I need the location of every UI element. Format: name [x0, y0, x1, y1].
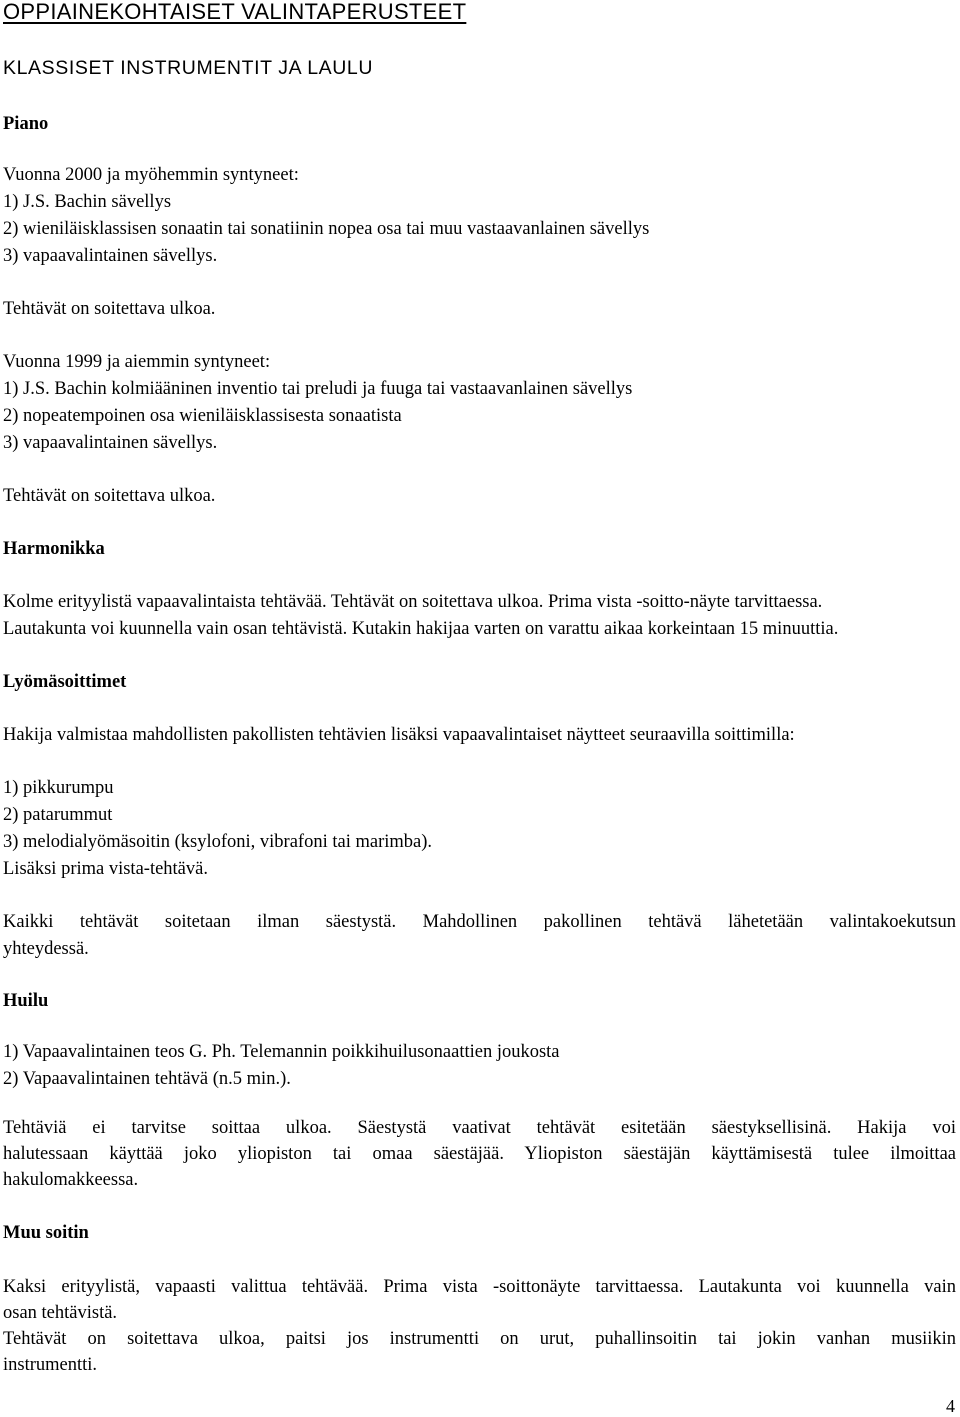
piano-group2-item: 1) J.S. Bachin kolmiääninen inventio tai preludi ja fuuga tai vastaavanlainen sävellys [3, 379, 633, 399]
piano-group2-item: 3) vapaavalintainen sävellys. [3, 433, 218, 453]
section-heading-huilu: Huilu [3, 991, 49, 1011]
lyomasoittimet-note-line: Kaikki tehtävät soitetaan ilman säestystä. Mahdollinen pakollinen tehtävä lähetetään valintakoekutsun [3, 912, 956, 932]
piano-group1-note: Tehtävät on soitettava ulkoa. [3, 299, 216, 319]
piano-group2-note: Tehtävät on soitettava ulkoa. [3, 486, 216, 506]
piano-group1-item: 3) vapaavalintainen sävellys. [3, 246, 218, 266]
piano-group2-intro: Vuonna 1999 ja aiemmin syntyneet: [3, 352, 271, 372]
section-heading-harmonikka: Harmonikka [3, 539, 105, 559]
huilu-item: 1) Vapaavalintainen teos G. Ph. Telemannin poikkihuilusonaattien joukosta [3, 1042, 560, 1062]
huilu-note-line: hakulomakkeessa. [3, 1170, 139, 1190]
harmonikka-text-line: Lautakunta voi kuunnella vain osan tehtävistä. Kutakin hakijaa varten on varattu aikaa korkeintaan 15 minuuttia. [3, 619, 839, 639]
section-heading-muu-soitin: Muu soitin [3, 1223, 89, 1243]
huilu-item: 2) Vapaavalintainen tehtävä (n.5 min.). [3, 1069, 291, 1089]
lyomasoittimet-item: 1) pikkurumpu [3, 778, 114, 798]
piano-group1-item: 2) wieniläisklassisen sonaatin tai sonatiinin nopea osa tai muu vastaavanlainen sävellys [3, 219, 650, 239]
muu-soitin-text-line: Tehtävät on soitettava ulkoa, paitsi jos instrumentti on urut, puhallinsoitin tai jokin vanhan musiikin [3, 1329, 956, 1349]
page-subtitle: KLASSISET INSTRUMENTIT JA LAULU [3, 57, 374, 79]
section-heading-lyomasoittimet: Lyömäsoittimet [3, 672, 127, 692]
huilu-note-line: Tehtäviä ei tarvitse soittaa ulkoa. Säestystä vaativat tehtävät esitetään säestyksellisinä. Hakija voi [3, 1118, 956, 1138]
lyomasoittimet-intro: Hakija valmistaa mahdollisten pakollisten tehtävien lisäksi vapaavalintaiset näytteet seuraavilla soittimilla: [3, 725, 795, 745]
harmonikka-text-line: Kolme erityylistä vapaavalintaista tehtävää. Tehtävät on soitettava ulkoa. Prima vista -soitto-näyte tarvittaessa. [3, 592, 823, 612]
lyomasoittimet-note-line: yhteydessä. [3, 939, 89, 959]
lyomasoittimet-item: 2) patarummut [3, 805, 113, 825]
page-number: 4 [946, 1396, 955, 1416]
piano-group1-item: 1) J.S. Bachin sävellys [3, 192, 172, 212]
piano-group2-item: 2) nopeatempoinen osa wieniläisklassisesta sonaatista [3, 406, 402, 426]
lyomasoittimet-extra: Lisäksi prima vista-tehtävä. [3, 859, 208, 879]
muu-soitin-text-line: osan tehtävistä. [3, 1303, 118, 1323]
huilu-note-line: halutessaan käyttää joko yliopiston tai omaa säestäjää. Yliopiston säestäjän käyttämisestä tulee ilmoittaa [3, 1144, 956, 1164]
lyomasoittimet-item: 3) melodialyömäsoitin (ksylofoni, vibrafoni tai marimba). [3, 832, 433, 852]
page-title: OPPIAINEKOHTAISET VALINTAPERUSTEET [3, 0, 467, 24]
section-heading-piano: Piano [3, 114, 49, 134]
piano-group1-intro: Vuonna 2000 ja myöhemmin syntyneet: [3, 165, 299, 185]
muu-soitin-text-line: Kaksi erityylistä, vapaasti valittua tehtävää. Prima vista -soittonäyte tarvittaessa. Lautakunta voi kuunnella vain [3, 1277, 956, 1297]
muu-soitin-text-line: instrumentti. [3, 1355, 98, 1375]
